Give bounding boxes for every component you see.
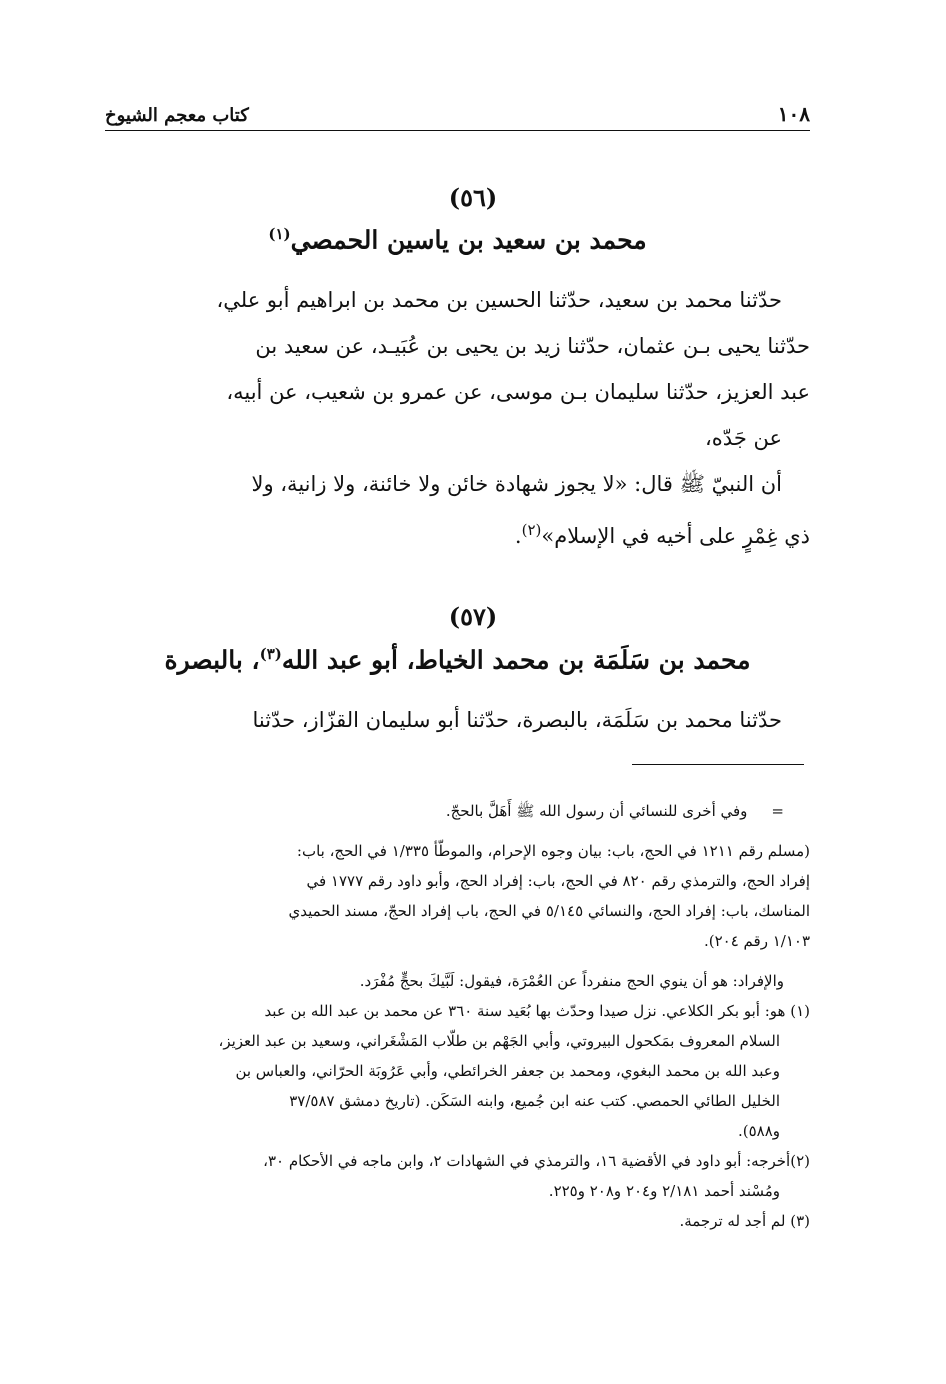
hadith-text (105, 277, 810, 559)
footnote-2 (105, 1146, 810, 1206)
isnad-paragraph (105, 277, 810, 461)
entry-title-text: محمد بن سعيد بن ياسين الحمصي (290, 225, 647, 255)
page-number: ١٠٨ (777, 102, 810, 126)
text-line: حدّثنا يحيى بـن عثمان، حدّثنا زيد بن يحيى بن عُبَيـد، عن سعيد بن (255, 334, 810, 358)
footnote-ref: (١) (268, 225, 291, 243)
matn-paragraph (105, 461, 810, 559)
entry-number: (٥٦) (448, 183, 498, 212)
footnote-marker: (١) (790, 1002, 810, 1020)
footnote-ref: (٣) (259, 645, 282, 663)
footnote-marker: (٢) (790, 1152, 810, 1170)
hadith-text (105, 697, 810, 743)
footnote-divider (632, 764, 804, 765)
footnote-marker: (٣) (790, 1212, 810, 1230)
footnote-3 (105, 1206, 810, 1236)
footnote-line: ومُسْند أحمد ٢/١٨١ و٢٠٤ و٢٠٨ و٢٢٥. (548, 1182, 780, 1200)
footnote-1 (105, 996, 810, 1146)
footnote-line: ١/١٠٣ رقم ٢٠٤). (703, 932, 810, 950)
entry-number: (٥٧) (448, 602, 498, 631)
footnote-line: السلام المعروف بمَكحول البيروتي، وأبي الجَهْم بن طلّاب المَشْغَراني، وسعيد بن عبد العزيز، (218, 1032, 780, 1050)
footnotes (105, 796, 810, 1236)
text-line: ذي غِمْرٍ على أخيه في الإسلام»$^{(٢)}$. (514, 521, 810, 548)
footnote-line: (٢)أخرجه: أبو داود في الأقضية ١٦، والترمذي في الشهادات ٢، وابن ماجه في الأحكام ٣٠، (263, 1152, 810, 1170)
footnote-line: والإفراد: هو أن ينوي الحج منفرداً عن العُمْرَة، فيقول: لَبَّيكَ بحجٍّ مُفْرَد. (359, 972, 784, 990)
text-line: أن النبيّ ﷺ قال: «لا يجوز شهادة خائن ولا خائنة، ولا زانية، ولا (251, 472, 782, 496)
footnote-line: (٣) لم أجد له ترجمة. (679, 1212, 810, 1230)
footnote-line: و٥٨٨). (737, 1122, 780, 1140)
text-line: حدّثنا محمد بن سعيد، حدّثنا الحسين بن محمد بن ابراهيم أبو علي، (216, 288, 782, 312)
footnote-line: (١) هو: أبو بكر الكلاعي. نزل صيدا وحدّث بها بُعَيد سنة ٣٦٠ عن محمد بن عبد الله بن عبد (264, 1002, 810, 1020)
footnote-line: (مسلم رقم ١٢١١ في الحج، باب: بيان وجوه الإحرام، والموطّأ ١/٣٣٥ في الحج، باب: (296, 842, 810, 860)
text-line: حدّثنا محمد بن سَلَمَة، بالبصرة، حدّثنا أبو سليمان القزّاز، حدّثنا (252, 708, 782, 732)
footnote-line: وعبد الله بن محمد البغوي، ومحمد بن جعفر الخرائطي، وأبي عَرُوبَة الحرّاني، والعباس بن (235, 1062, 780, 1080)
text-line: عبد العزيز، حدّثنا سليمان بـن موسى، عن عمرو بن شعيب، عن أبيه، (226, 380, 810, 404)
entry-title-text: محمد بن سَلَمَة بن محمد الخياط، أبو عبد الله (281, 645, 751, 675)
footnote-line: =وفي أخرى للنسائي أن رسول الله ﷺ أَهَلَّ بالحجّ. (445, 802, 784, 820)
entry-title-suffix: ، بالبصرة (164, 645, 260, 675)
footnote-line: المناسك، باب: إفراد الحج، والنسائي ٥/١٤٥ في الحج، باب إفراد الحجّ، مسند الحميدي (288, 902, 810, 920)
continuation-mark: = (771, 802, 784, 820)
page-header (105, 94, 810, 131)
entry-title (105, 225, 810, 254)
footnote-line: إفراد الحج، والترمذي رقم ٨٢٠ في الحج، باب: إفراد الحج، وأبو داود رقم ١٧٧٧ في (306, 872, 810, 890)
text-line: عن جَدّه، (705, 426, 782, 450)
entry-title (105, 645, 810, 674)
running-title: كتاب معجم الشيوخ (105, 105, 249, 126)
footnote-continuation (105, 796, 810, 996)
footnote-ref: (٢) (521, 521, 542, 539)
footnote-line: الخليل الطائي الحمصي. كتب عنه ابن جُميع، وابنه السَكَن. (تاريخ دمشق ٣٧/٥٨٧ (289, 1092, 780, 1110)
